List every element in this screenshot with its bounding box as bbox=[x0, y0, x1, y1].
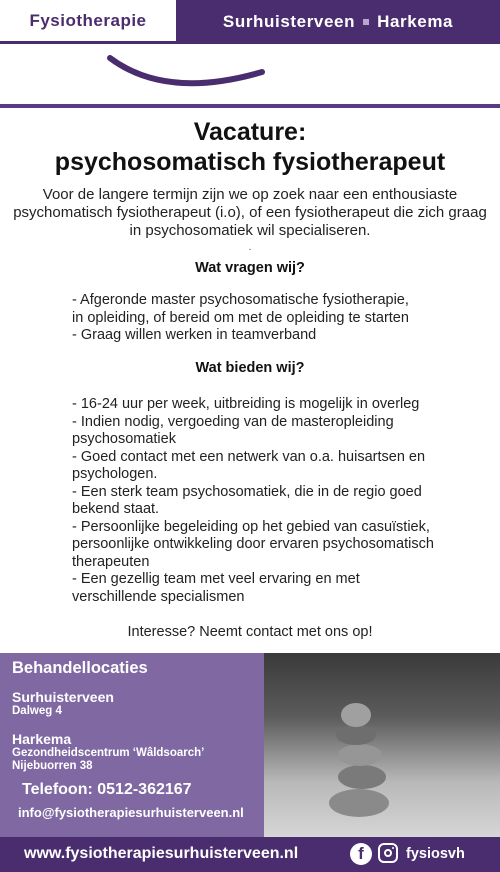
footer-bar bbox=[0, 837, 500, 872]
header-bar bbox=[0, 0, 500, 44]
separator-square-icon bbox=[363, 19, 369, 25]
stones-illustration bbox=[264, 653, 500, 837]
header-location-1: Surhuisterveen bbox=[222, 12, 356, 31]
list-item: - Afgeronde master psychosomatische fysiotherapie, bbox=[72, 292, 409, 308]
contact-call-to-action: Interesse? Neemt contact met ons op! bbox=[127, 624, 373, 640]
offer-heading: Wat bieden wij? bbox=[195, 360, 305, 376]
brand-text: Fysiotherapie bbox=[29, 10, 147, 30]
brand-block bbox=[0, 0, 176, 44]
location-2-address: Nijebuorren 38 bbox=[12, 760, 93, 772]
website-link[interactable]: www.fysiotherapiesurhuisterveen.nl bbox=[24, 845, 299, 862]
location-1-name: Surhuisterveen bbox=[12, 689, 114, 705]
vacancy-content bbox=[0, 108, 500, 653]
questions-list bbox=[72, 292, 492, 345]
list-item: - Graag willen werken in teamverband bbox=[72, 327, 317, 343]
offer-list bbox=[72, 396, 492, 606]
location-2-name: Harkema bbox=[12, 731, 72, 747]
vacancy-title-line-1: Vacature: bbox=[193, 118, 307, 146]
stacked-stones-photo bbox=[264, 653, 500, 837]
locations-block bbox=[176, 0, 500, 44]
email-link[interactable]: info@fysiotherapiesurhuisterveen.nl bbox=[18, 805, 244, 820]
facebook-icon[interactable]: f bbox=[350, 843, 372, 865]
header-location-2: Harkema bbox=[377, 12, 454, 31]
vacancy-intro: Voor de langere termijn zijn we op zoek naar een enthousiaste psychomatisch fysiotherapeut (i.o), of een fysiotherapeut die zich graag in psychosomatiek wil specialiseren. bbox=[13, 186, 487, 239]
list-item: - Persoonlijke begeleiding op het gebied van casuïstiek, bbox=[72, 518, 430, 535]
logo-arc-icon bbox=[106, 52, 266, 96]
list-item: verschillende specialismen bbox=[72, 588, 245, 605]
list-item: psychologen. bbox=[72, 466, 158, 482]
list-item: psychosomatiek bbox=[72, 431, 176, 447]
instagram-icon[interactable] bbox=[378, 843, 398, 863]
social-handle[interactable]: fysiosvh bbox=[406, 846, 465, 862]
dot-separator: . bbox=[248, 242, 252, 253]
list-item: - Een sterk team psychosomatiek, die in de regio goed bbox=[72, 483, 422, 500]
list-item: therapeuten bbox=[72, 553, 150, 570]
list-item: - 16-24 uur per week, uitbreiding is mogelijk in overleg bbox=[72, 396, 420, 412]
locations-panel bbox=[0, 653, 264, 837]
list-item: bekend staat. bbox=[72, 501, 160, 517]
list-item: in opleiding, of bereid om met de opleiding te starten bbox=[72, 309, 409, 326]
questions-heading: Wat vragen wij? bbox=[195, 260, 305, 276]
locations-section bbox=[0, 653, 500, 837]
list-item: - Goed contact met een netwerk van o.a. huisartsen en bbox=[72, 448, 426, 465]
list-item: - Indien nodig, vergoeding van de masteropleiding bbox=[72, 413, 394, 430]
vacancy-title-line-2: psychosomatisch fysiotherapeut bbox=[54, 148, 446, 176]
phone-number[interactable]: Telefoon: 0512-362167 bbox=[22, 781, 192, 798]
location-2-building: Gezondheidscentrum ‘Wâldsoarch’ bbox=[12, 747, 205, 759]
list-item: persoonlijke ontwikkeling door ervaren psychosomatisch bbox=[72, 536, 434, 552]
locations-title: Behandellocaties bbox=[12, 659, 148, 677]
location-1-address: Dalweg 4 bbox=[12, 705, 62, 717]
list-item: - Een gezellig team met veel ervaring en met bbox=[72, 571, 360, 587]
